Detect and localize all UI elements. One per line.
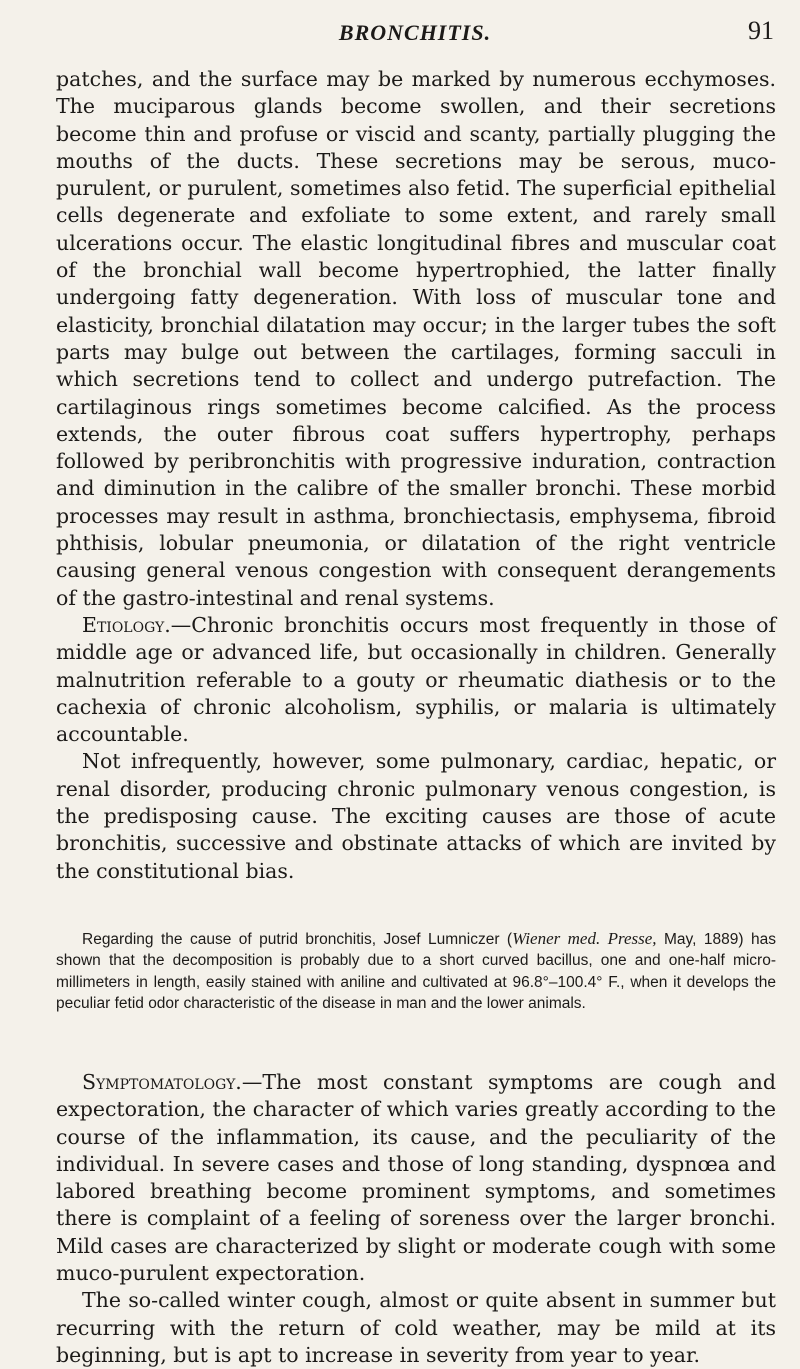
note-text-after: May, 1889) has shown that the decomposition is probably due to a short curved bacillus, one and one-half micro-millimeters in length, easily stained with aniline and cultivated at 96.8°–100.4° F., when it develops the peculiar fetid odor characteristic of the disease in man and the lower animals. bbox=[56, 931, 776, 1013]
paragraph-etiology bbox=[56, 612, 776, 748]
etiology-text: —Chronic bronchitis occurs most frequently in those of middle age or advanced life, but occasionally in children. Generally malnutrition referable to a gouty or rheumatic diathesis or to the cachexia of chronic alcoholism, syphilis, or malaria is ultimately accountable. bbox=[56, 612, 776, 747]
paragraph-winter-cough: The so-called winter cough, almost or quite absent in summer but recurring with the return of cold weather, may be mild at its beginning, but is apt to increase in severity from year to year. bbox=[56, 1288, 776, 1367]
running-title: BRONCHITIS. bbox=[338, 20, 492, 45]
symptomatology-heading: Symptomatology. bbox=[82, 1070, 242, 1094]
paragraph-predisposing-cause: Not infrequently, however, some pulmonary, cardiac, hepatic, or renal disorder, producing chronic pulmonary venous congestion, is the predisposing cause. The exciting causes are those of acute bronchitis, successive and obstinate attacks of which are invited by the constitutional bias. bbox=[56, 749, 776, 883]
note-text-before: Regarding the cause of putrid bronchitis, Josef Lumniczer ( bbox=[82, 931, 513, 948]
symptomatology-text: —The most constant symptoms are cough and expectoration, the character of which varies greatly according to the course of the inflammation, its cause, and the peculiarity of the individual. In severe cases and those of long standing, dyspnœa and labored breathing become prominent symptoms, and sometimes there is complaint of a feeling of soreness over the larger bronchi. Mild cases are characterized by slight or moderate cough with some muco-purulent expectoration. bbox=[56, 1070, 776, 1286]
main-text bbox=[56, 66, 776, 885]
note-source: Wiener med. Presse, bbox=[512, 929, 657, 948]
paragraph-symptomatology bbox=[56, 1069, 776, 1287]
page-header bbox=[56, 6, 774, 46]
footnote-putrid-bronchitis bbox=[56, 928, 776, 1015]
etiology-heading: Etiology. bbox=[82, 612, 171, 637]
paragraph-pathology-continued: patches, and the surface may be marked by numerous ecchymoses. The muciparous glands become swollen, and their secretions become thin and profuse or viscid and scanty, partially plugging the mouths of the ducts. These secretions may be serous, muco-purulent, or purulent, sometimes also fetid. The superficial epithelial cells degenerate and exfoliate to some extent, and rarely small ulcerations occur. The elastic longitudinal fibres and muscular coat of the bronchial wall become hypertrophied, the latter finally undergoing fatty degeneration. With loss of muscular tone and elasticity, bronchial dilatation may occur; in the larger tubes the soft parts may bulge out between the cartilages, forming sacculi in which secretions tend to collect and undergo putrefaction. The cartilaginous rings sometimes become calcified. As the process extends, the outer fibrous coat suffers hypertrophy, perhaps followed by peribronchitis with progressive induration, contraction and diminution in the calibre of the smaller bronchi. These morbid processes may result in asthma, bronchiectasis, emphysema, fibroid phthisis, lobular pneumonia, or dilatation of the right ventricle causing general venous congestion with consequent derangements of the gastro-intestinal and renal systems. bbox=[56, 67, 776, 610]
symptomatology-section bbox=[56, 1069, 776, 1369]
page-number: 91 bbox=[748, 16, 774, 45]
